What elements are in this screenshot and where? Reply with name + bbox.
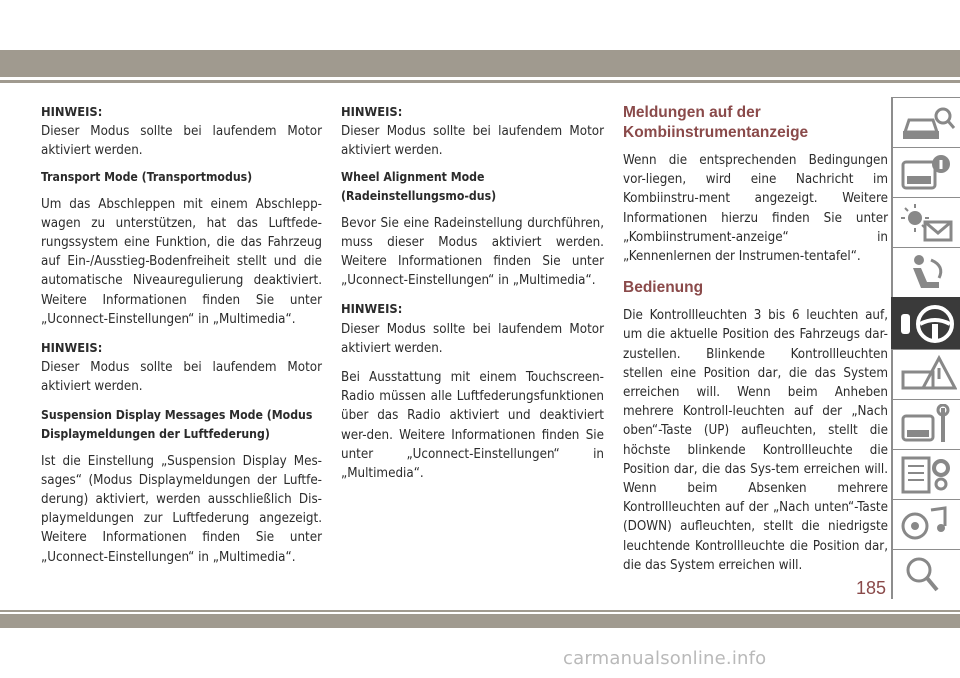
chapter-tab-hazard[interactable]: [891, 349, 960, 399]
note-text: Dieser Modus sollte bei laufendem Motor aktiviert werden.: [341, 124, 604, 159]
suspension-display-text: Ist die Einstellung „Suspension Display Mes-sages“ (Modus Displaymeldungen der Luftfe-derung) aktiviert, werden ausschließlich Dis-playmeldungen zur Luftfederung angezeigt. Weitere Informationen finden Sie unter „Uconnect-Einstellungen“ in „Multimedia“.: [41, 453, 322, 565]
wheel-alignment-text: Bevor Sie eine Radeinstellung durchführen, muss dieser Modus aktiviert werden. Weitere Informationen finden Sie unter „Uconnect-Einstellungen“ in „Multimedia“.: [341, 215, 604, 289]
warning-lights-icon: [899, 202, 957, 244]
wheel-alignment-heading: Wheel Alignment Mode (Radeinstellungsmo-dus): [341, 169, 497, 203]
airbag-seat-icon: [899, 252, 957, 294]
chapter-tab-car-search[interactable]: [891, 97, 960, 147]
suspension-display-heading: Suspension Display Messages Mode (Modus Displaymeldungen der Luftfederung): [41, 407, 313, 441]
transport-mode-heading: Transport Mode (Transportmodus): [41, 169, 253, 184]
note-title: HINWEIS:: [41, 341, 103, 357]
note-text: Dieser Modus sollte bei laufendem Motor aktiviert werden.: [341, 321, 604, 356]
section-text: Die Kontrollleuchten 3 bis 6 leuchten auf, um die aktuelle Position des Fahrzeugs dar-zustellen. Blinkende Kontrollleuchten stellen eine Position dar, die das System erreichen will. Wenn beim Anheben mehrere Kontroll-leuchten auf der „Nach oben“-Taste (UP) aufleuchten, stellt die höchste blinkende Kontrollleuchte die Position dar, die das Sys-tem erreichen will. Wenn beim Absenken mehrere Kontrollleuchten auf der „Nach unten“-Taste (DOWN) aufleuchten, stellt die niedrigste leuchtende Kontrollleuchte die Position dar, die das System erreichen will.: [623, 308, 888, 573]
header-line: [0, 80, 960, 83]
chapter-tab-multimedia[interactable]: [891, 499, 960, 549]
column-2: [341, 103, 604, 490]
hazard-icon: [899, 354, 957, 396]
touchscreen-text: Bei Ausstattung mit einem Touchscreen-Radio müssen alle Luftfederungsfunktionen über das Radio aktiviert und deaktiviert wer-den. Weitere Informationen finden Sie unter „Uconnect-Einstellungen“ in „Multimedia“.: [341, 370, 604, 482]
footer-band: [0, 614, 960, 628]
footer-line: [0, 610, 960, 612]
car-tools-icon: [899, 404, 957, 446]
column-3: [623, 103, 888, 582]
column-1: [41, 103, 322, 574]
chapter-tab-car-info[interactable]: [891, 147, 960, 197]
car-info-icon: [899, 152, 957, 194]
note-title: HINWEIS:: [341, 302, 403, 318]
watermark: carmanualsonline.info: [563, 648, 767, 669]
chapter-tab-settings[interactable]: [891, 449, 960, 499]
chapter-tab-warning-lights[interactable]: [891, 197, 960, 247]
chapter-tab-index[interactable]: [893, 549, 953, 589]
settings-list-icon: [899, 454, 957, 496]
section-heading: Bedienung: [623, 279, 704, 297]
section-heading: Meldungen auf der Kombiinstrumentanzeige: [623, 104, 809, 141]
note-title: HINWEIS:: [41, 105, 103, 120]
transport-mode-text: Um das Abschleppen mit einem Abschlepp-wagen zu unterstützen, hat das Luftfede-rungssystem eine Funktion, die das Fahrzeug auf Ein-/Ausstieg-Bodenfreiheit stellt und die automatische Niveauregulierung deaktiviert. Weitere Informationen finden Sie unter „Uconnect-Einstellungen“ in „Multimedia“.: [41, 196, 322, 327]
chapter-tab-car-tools[interactable]: [891, 399, 960, 449]
page-number: 185: [856, 578, 887, 598]
car-search-icon: [899, 102, 957, 144]
multimedia-icon: [899, 504, 957, 546]
chapter-tab-steering[interactable]: [891, 297, 960, 349]
chapter-tab-airbag[interactable]: [891, 247, 960, 297]
note-text: Dieser Modus sollte bei laufendem Motor aktiviert werden.: [41, 360, 322, 395]
note-title: HINWEIS:: [341, 105, 403, 120]
note-text: Dieser Modus sollte bei laufendem Motor aktiviert werden.: [41, 124, 322, 159]
section-text: Wenn die entsprechenden Bedingungen vor-liegen, wird eine Nachricht im Kombiinstru-ment angezeigt. Weitere Informationen hierzu finden Sie unter „Kombiinstrument-anzeige“ in „Kennenlernen der Instrumen-tentafel“.: [623, 153, 888, 265]
header-band: [0, 50, 960, 77]
steering-wheel-icon: [899, 302, 957, 346]
